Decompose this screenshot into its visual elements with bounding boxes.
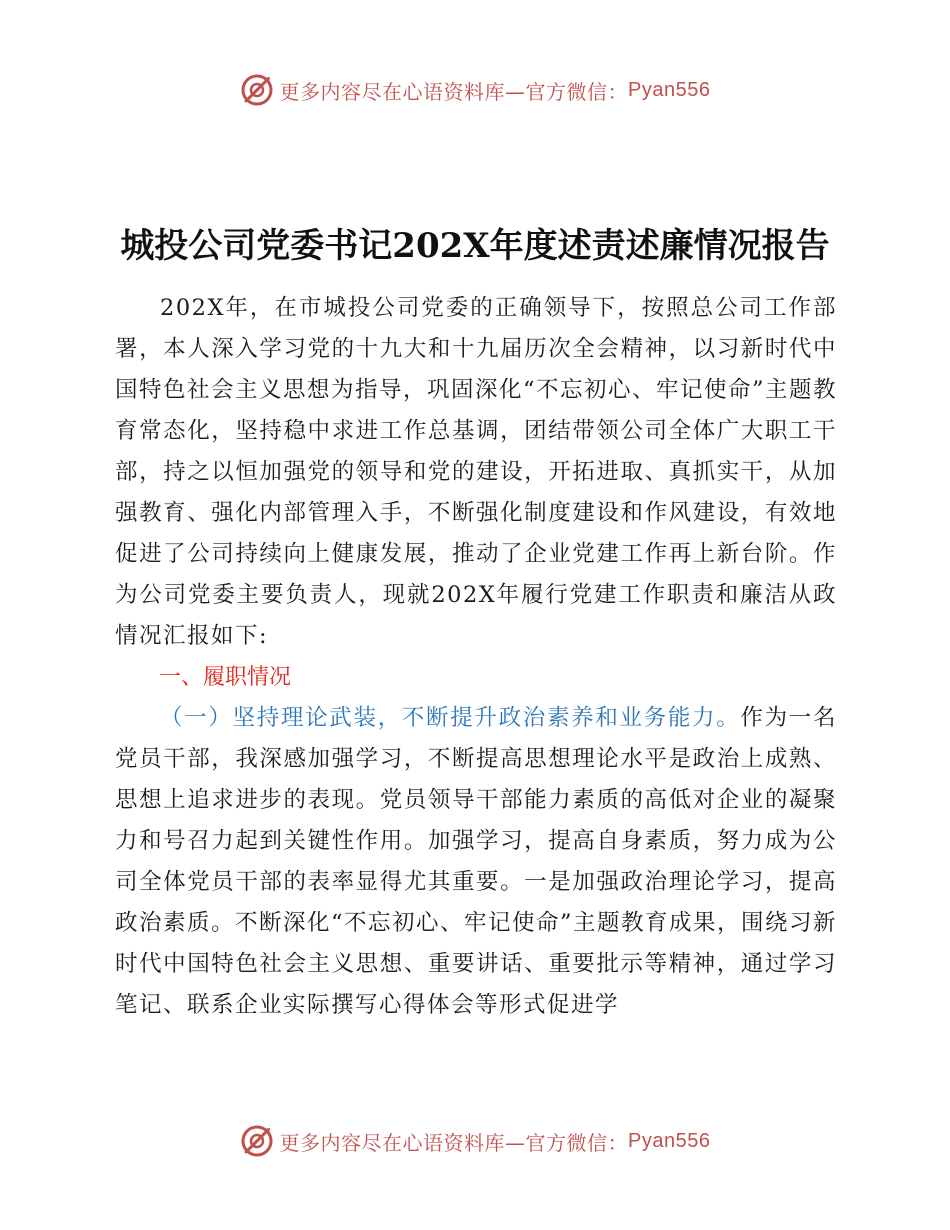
watermark-logo-icon xyxy=(240,73,274,107)
section-1-1-paragraph xyxy=(115,698,837,1026)
watermark-banner-top xyxy=(0,70,950,110)
document-body xyxy=(115,288,837,1026)
watermark-wechat-id: Pyan556 xyxy=(628,1129,711,1152)
section-heading-1: 一、履职情况 xyxy=(159,665,292,690)
watermark-text: 更多内容尽在心语资料库—官方微信： xyxy=(279,1130,629,1155)
subsection-heading-1-1: （一）坚持理论武装，不断提升政治素养和业务能力。 xyxy=(160,705,741,731)
document-title: 城投公司党委书记202X年度述责述廉情况报告 xyxy=(120,226,830,266)
watermark-banner-bottom xyxy=(0,1121,950,1161)
watermark-text: 更多内容尽在心语资料库—官方微信： xyxy=(279,79,629,104)
subsection-1-1-text: 作为一名党员干部，我深感加强学习，不断提高思想理论水平是政治上成熟、思想上追求进步的表现。党员领导干部能力素质的高低对企业的凝聚力和号召力起到关键性作用。加强学习，提高自身素质，努力成为公司全体党员干部的表率显得尤其重要。一是加强政治理论学习，提高政治素质。不断深化“不忘初心、牢记使命”主题教育成果，围绕习新时代中国特色社会主义思想、重要讲话、重要批示等精神，通过学习笔记、联系企业实际撰写心得体会等形式促进学 xyxy=(115,705,838,1018)
watermark-wechat-id: Pyan556 xyxy=(628,78,711,101)
watermark-logo-icon xyxy=(240,1124,274,1158)
intro-paragraph: 202X年，在市城投公司党委的正确领导下，按照总公司工作部署，本人深入学习党的十九大和十九届历次全会精神，以习新时代中国特色社会主义思想为指导，巩固深化“不忘初心、牢记使命”主题教育常态化，坚持稳中求进工作总基调，团结带领公司全体广大职工干部，持之以恒加强党的领导和党的建设，开拓进取、真抓实干，从加强教育、强化内部管理入手，不断强化制度建设和作风建设，有效地促进了公司持续向上健康发展，推动了企业党建工作再上新台阶。作为公司党委主要负责人，现就202X年履行党建工作职责和廉洁从政情况汇报如下: xyxy=(115,295,838,649)
